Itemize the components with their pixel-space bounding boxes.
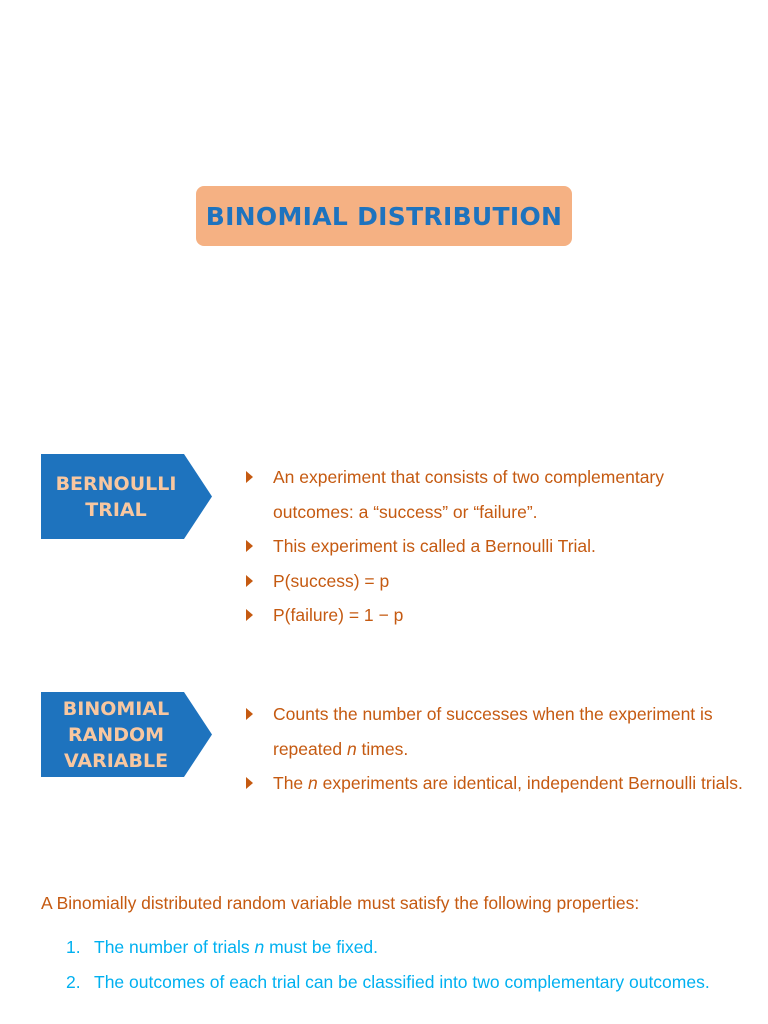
list-item: 2. The outcomes of each trial can be classified into two complementary outcomes. (66, 965, 716, 1000)
list-item: P(failure) = 1 − p (244, 598, 749, 633)
bullet-arrow-icon (246, 777, 253, 789)
bullet-arrow-icon (246, 540, 253, 552)
list-item: An experiment that consists of two complementary outcomes: a “success” or “failure”. (244, 460, 749, 529)
title-banner (196, 186, 572, 246)
list-item: Counts the number of successes when the experiment is repeated n times. (244, 697, 749, 766)
bernoulli-bullet-list (244, 460, 749, 633)
tag-line: BINOMIAL (62, 697, 170, 720)
tag-line: VARIABLE (63, 749, 169, 772)
list-number: 2. (66, 971, 81, 992)
binomial-random-variable-tag (41, 692, 212, 777)
list-item: This experiment is called a Bernoulli Trial. (244, 529, 749, 564)
tag-line: BERNOULLI (55, 472, 177, 495)
bernoulli-trial-tag (41, 454, 212, 539)
tag-line: TRIAL (85, 498, 147, 521)
tag-line: RANDOM (67, 723, 165, 746)
properties-intro: A Binomially distributed random variable must satisfy the following properties: (41, 893, 640, 913)
bullet-arrow-icon (246, 708, 253, 720)
bullet-arrow-icon (246, 471, 253, 483)
list-item: The n experiments are identical, independent Bernoulli trials. (244, 766, 749, 801)
bullet-arrow-icon (246, 609, 253, 621)
bullet-arrow-icon (246, 575, 253, 587)
list-item: P(success) = p (244, 564, 749, 599)
list-number: 1. (66, 937, 81, 957)
page-title: BINOMIAL DISTRIBUTION (205, 201, 563, 231)
list-item: 1. The number of trials n must be fixed. (66, 930, 716, 965)
binomial-rv-bullet-list (244, 697, 749, 801)
properties-list (66, 930, 716, 999)
